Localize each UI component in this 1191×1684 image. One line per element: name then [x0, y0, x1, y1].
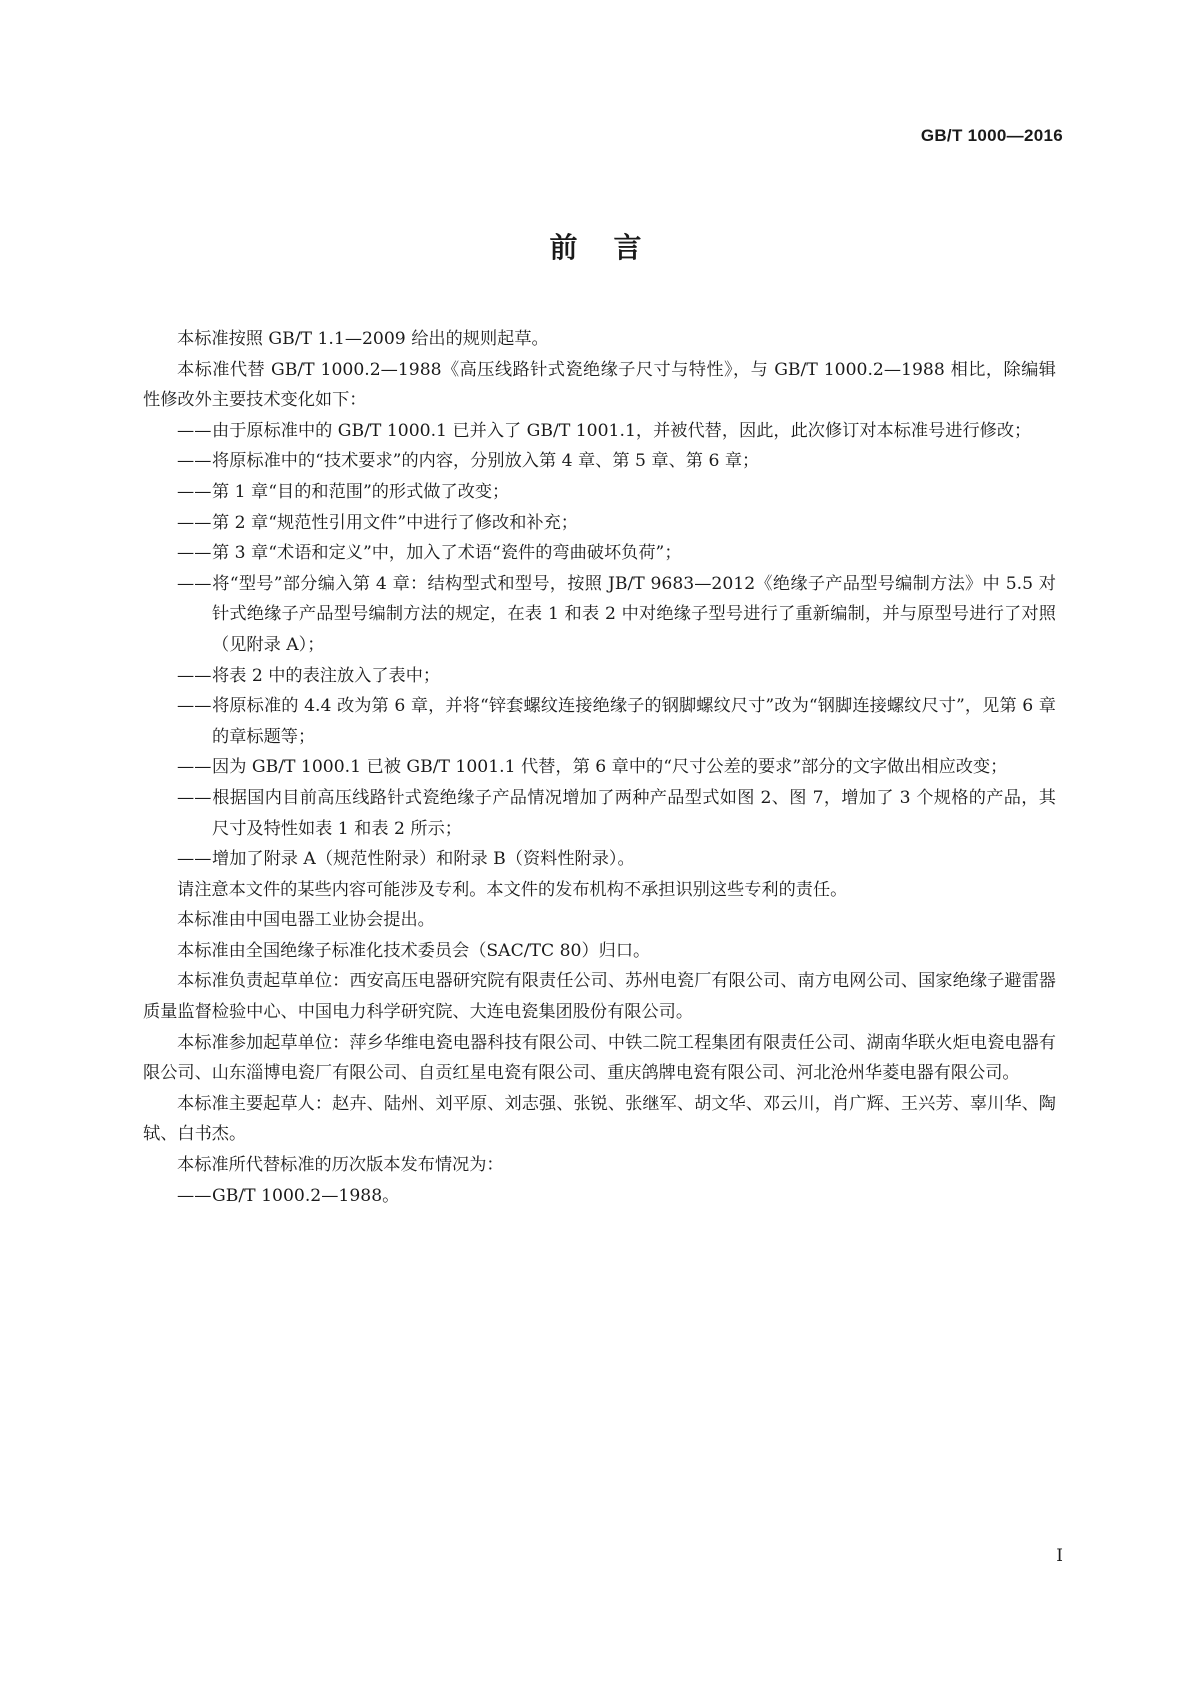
- change-item-text: 第 3 章“术语和定义”中，加入了术语“瓷件的弯曲破坏负荷”；: [212, 543, 682, 564]
- history-item: [143, 1181, 1056, 1212]
- dash-mark: ——: [177, 451, 212, 472]
- history-item-text: GB/T 1000.2—1988。: [212, 1185, 400, 1206]
- change-item: [143, 508, 1056, 539]
- change-item: [143, 477, 1056, 508]
- dash-mark: ——: [177, 573, 212, 594]
- jurisdiction: 本标准由全国绝缘子标准化技术委员会（SAC/TC 80）归口。: [177, 940, 651, 961]
- patent-note: 请注意本文件的某些内容可能涉及专利。本文件的发布机构不承担识别这些专利的责任。: [177, 879, 848, 900]
- change-item-text: 将“型号”部分编入第 4 章：结构型式和型号，按照 JB/T 9683—2012《绝缘子产品型号编制方法》中 5.5 对针式绝缘子产品型号编制方法的规定，在表 1 和表 2 中对绝缘子型号进行了重新编制，并与原型号进行了对照（见附录 A）；: [212, 573, 1056, 655]
- change-item: [143, 538, 1056, 569]
- change-item-text: 第 1 章“目的和范围”的形式做了改变；: [212, 481, 510, 502]
- change-item-text: 将原标准中的“技术要求”的内容，分别放入第 4 章、第 5 章、第 6 章；: [212, 451, 760, 472]
- change-item: [143, 569, 1056, 661]
- drafting-rule-paragraph: 本标准按照 GB/T 1.1—2009 给出的规则起草。: [177, 329, 549, 349]
- dash-mark: ——: [177, 849, 212, 870]
- standard-number: GB/T 1000—2016: [920, 126, 1063, 145]
- change-item: [143, 446, 1056, 477]
- change-item-text: 将表 2 中的表注放入了表中；: [212, 665, 441, 686]
- replacement-paragraph: 本标准代替 GB/T 1000.2—1988《高压线路针式瓷绝缘子尺寸与特性》，与 GB/T 1000.2—1988 相比，除编辑性修改外主要技术变化如下：: [143, 359, 1056, 411]
- dash-mark: ——: [177, 420, 212, 441]
- change-item: [143, 661, 1056, 692]
- dash-mark: ——: [177, 665, 212, 686]
- change-item-text: 由于原标准中的 GB/T 1000.1 已并入了 GB/T 1001.1，并被代替，因此，此次修订对本标准号进行修改；: [212, 420, 1032, 441]
- change-item: [143, 752, 1056, 783]
- dash-mark: ——: [177, 512, 212, 533]
- dash-mark: ——: [177, 757, 212, 778]
- dash-mark: ——: [177, 696, 212, 717]
- participating-drafting-units: 本标准参加起草单位：萍乡华维电瓷电器科技有限公司、中铁二院工程集团有限责任公司、湖南华联火炬电瓷电器有限公司、山东淄博电瓷厂有限公司、自贡红星电瓷有限公司、重庆鸽牌电瓷有限公司、河北沧州华菱电器有限公司。: [143, 1032, 1056, 1084]
- foreword-body: [143, 324, 1056, 1211]
- dash-mark: ——: [177, 481, 212, 502]
- change-item-text: 因为 GB/T 1000.1 已被 GB/T 1001.1 代替，第 6 章中的“尺寸公差的要求”部分的文字做出相应改变；: [212, 757, 1008, 778]
- change-item: [143, 416, 1056, 447]
- change-item: [143, 783, 1056, 844]
- dash-mark: ——: [177, 1185, 212, 1206]
- main-drafters: 本标准主要起草人：赵卉、陆州、刘平原、刘志强、张锐、张继军、胡文华、邓云川，肖广辉、王兴芳、辜川华、陶轼、白书杰。: [143, 1093, 1056, 1145]
- proposed-by: 本标准由中国电器工业协会提出。: [177, 910, 435, 931]
- change-item: [143, 691, 1056, 752]
- history-intro: 本标准所代替标准的历次版本发布情况为：: [177, 1155, 504, 1176]
- change-item: [143, 844, 1056, 875]
- dash-mark: ——: [177, 543, 212, 564]
- page-title: 前言: [549, 231, 678, 264]
- lead-drafting-units: 本标准负责起草单位：西安高压电器研究院有限责任公司、苏州电瓷厂有限公司、南方电网公司、国家绝缘子避雷器质量监督检验中心、中国电力科学研究院、大连电瓷集团股份有限公司。: [143, 971, 1056, 1023]
- change-item-text: 根据国内目前高压线路针式瓷绝缘子产品情况增加了两种产品型式如图 2、图 7，增加了 3 个规格的产品，其尺寸及特性如表 1 和表 2 所示；: [212, 787, 1056, 839]
- dash-mark: ——: [177, 787, 212, 808]
- change-item-text: 第 2 章“规范性引用文件”中进行了修改和补充；: [212, 512, 578, 533]
- change-item-text: 将原标准的 4.4 改为第 6 章，并将“锌套螺纹连接绝缘子的钢脚螺纹尺寸”改为“钢脚连接螺纹尺寸”，见第 6 章的章标题等；: [212, 696, 1056, 747]
- change-item-text: 增加了附录 A（规范性附录）和附录 B（资料性附录）。: [212, 849, 635, 870]
- page-folio: I: [1056, 1546, 1063, 1566]
